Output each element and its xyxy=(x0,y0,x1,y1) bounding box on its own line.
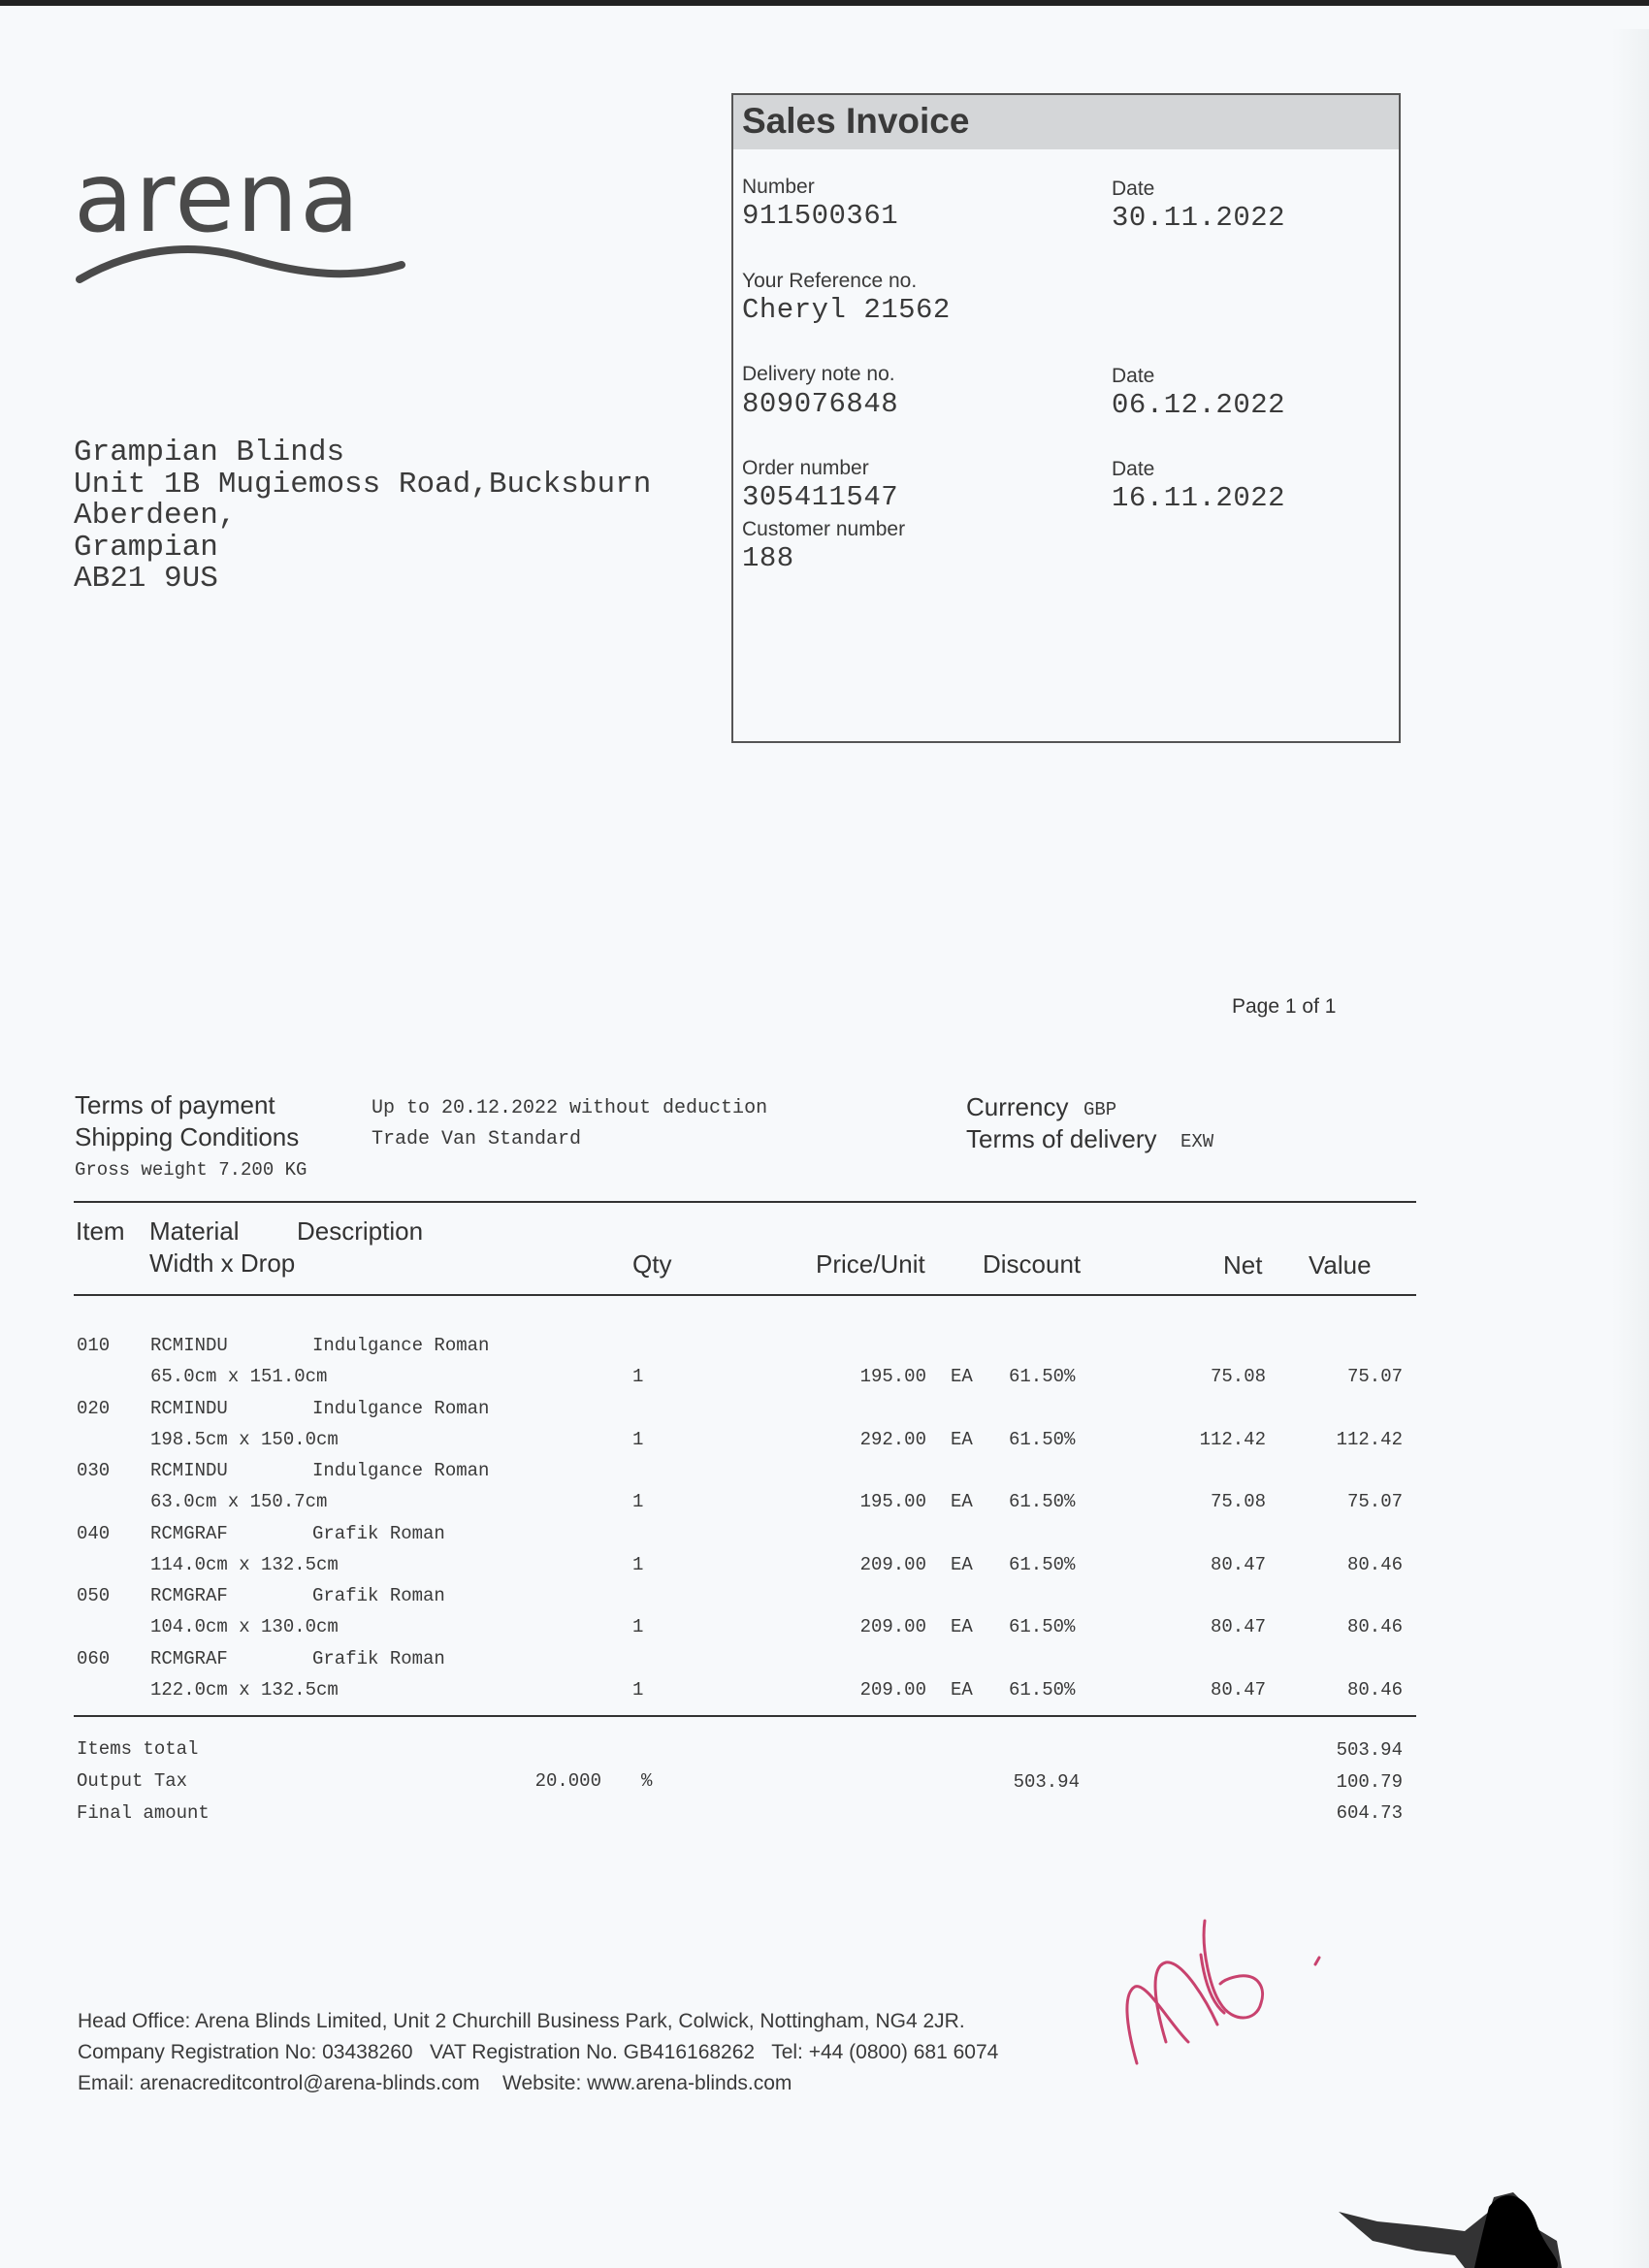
invoice-number: 911500361 xyxy=(742,200,899,232)
price-unit: 292.00 xyxy=(859,1428,926,1450)
table-top-rule xyxy=(74,1201,1416,1203)
value: 80.46 xyxy=(1346,1616,1403,1637)
header-net: Net xyxy=(1223,1250,1263,1280)
width-drop: 114.0cm x 132.5cm xyxy=(150,1553,339,1575)
unit: EA xyxy=(951,1366,973,1387)
invoice-title: Sales Invoice xyxy=(742,101,970,141)
net: 75.08 xyxy=(1210,1491,1266,1512)
order-date-label: Date xyxy=(1112,458,1155,480)
signature-stroke xyxy=(1127,1921,1319,2063)
address-line: Grampian xyxy=(74,530,218,565)
invoice-header-band xyxy=(733,95,1399,149)
delivery-note-label: Delivery note no. xyxy=(742,363,895,385)
output-tax-label: Output Tax xyxy=(77,1770,188,1792)
tax-rate: 20.000 xyxy=(534,1770,601,1792)
final-amount-label: Final amount xyxy=(77,1802,210,1824)
scan-top-edge xyxy=(0,0,1649,6)
footer-contact: Email: arenacreditcontrol@arena-blinds.com Website: www.arena-blinds.com xyxy=(78,2072,792,2094)
price-unit: 195.00 xyxy=(859,1366,926,1387)
net: 80.47 xyxy=(1210,1553,1266,1575)
value: 112.42 xyxy=(1336,1428,1403,1450)
description: Indulgance Roman xyxy=(312,1460,490,1481)
scan-right-edge xyxy=(1612,29,1649,2268)
header-discount: Discount xyxy=(983,1249,1082,1279)
material-code: RCMINDU xyxy=(150,1397,228,1419)
width-drop: 198.5cm x 150.0cm xyxy=(150,1428,339,1450)
item-number: 020 xyxy=(77,1397,111,1419)
header-material: Material xyxy=(149,1216,240,1246)
qty: 1 xyxy=(632,1428,644,1450)
discount: 61.50% xyxy=(1009,1428,1076,1450)
terms-of-delivery-label: Terms of delivery xyxy=(966,1124,1157,1153)
net: 112.42 xyxy=(1199,1428,1266,1450)
currency-label: Currency xyxy=(966,1092,1069,1121)
delivery-note-value: 809076848 xyxy=(742,388,899,420)
address-line: Aberdeen, xyxy=(74,499,237,533)
value: 80.46 xyxy=(1346,1678,1403,1701)
discount: 61.50% xyxy=(1009,1553,1076,1575)
final-amount-value: 604.73 xyxy=(1336,1802,1403,1824)
unit: EA xyxy=(951,1678,973,1701)
item-number: 060 xyxy=(77,1647,111,1669)
net: 80.47 xyxy=(1210,1678,1266,1701)
table-header-rule xyxy=(74,1294,1416,1296)
item-number: 040 xyxy=(77,1522,111,1544)
handwritten-signature xyxy=(1116,1896,1348,2071)
logo-wordmark: arena xyxy=(74,144,362,254)
address-line: Unit 1B Mugiemoss Road,Bucksburn xyxy=(74,467,652,502)
number-label: Number xyxy=(742,176,815,198)
net: 80.47 xyxy=(1210,1616,1266,1637)
width-drop: 122.0cm x 132.5cm xyxy=(150,1678,339,1701)
width-drop: 104.0cm x 130.0cm xyxy=(150,1616,339,1637)
arena-logo xyxy=(72,144,411,289)
page-indicator: Page 1 of 1 xyxy=(1232,995,1337,1018)
items-total-value: 503.94 xyxy=(1336,1739,1403,1761)
delivery-date-value: 06.12.2022 xyxy=(1112,389,1286,421)
order-number-value: 305411547 xyxy=(742,481,899,513)
material-code: RCMINDU xyxy=(150,1335,228,1356)
material-code: RCMGRAF xyxy=(150,1585,228,1606)
terms-of-payment-value: Up to 20.12.2022 without deduction xyxy=(372,1097,768,1119)
value: 80.46 xyxy=(1346,1553,1403,1575)
qty: 1 xyxy=(632,1616,644,1637)
gross-weight: Gross weight 7.200 KG xyxy=(75,1159,307,1181)
discount: 61.50% xyxy=(1009,1678,1076,1701)
description: Indulgance Roman xyxy=(312,1397,490,1419)
price-unit: 209.00 xyxy=(859,1616,926,1637)
tax-amount: 100.79 xyxy=(1336,1771,1403,1793)
material-code: RCMGRAF xyxy=(150,1647,228,1669)
table-bottom-rule xyxy=(74,1715,1416,1717)
unit: EA xyxy=(951,1428,973,1450)
tax-rate-unit: % xyxy=(641,1770,653,1792)
item-number: 050 xyxy=(77,1585,111,1606)
unit: EA xyxy=(951,1491,973,1512)
customer-number-label: Customer number xyxy=(742,518,906,540)
price-unit: 195.00 xyxy=(859,1491,926,1512)
value: 75.07 xyxy=(1346,1491,1403,1512)
shipping-conditions-value: Trade Van Standard xyxy=(372,1128,582,1150)
header-description: Description xyxy=(297,1216,424,1246)
width-drop: 65.0cm x 151.0cm xyxy=(150,1366,328,1387)
ink-stain xyxy=(1319,2173,1610,2268)
qty: 1 xyxy=(632,1678,644,1701)
discount: 61.50% xyxy=(1009,1616,1076,1637)
footer-head-office: Head Office: Arena Blinds Limited, Unit 2 Churchill Business Park, Colwick, Nottingham, NG4 2JR. xyxy=(78,2010,965,2032)
description: Indulgance Roman xyxy=(312,1335,490,1356)
net: 75.08 xyxy=(1210,1366,1266,1387)
tax-base: 503.94 xyxy=(1013,1771,1080,1793)
header-width-drop: Width x Drop xyxy=(149,1248,296,1278)
qty: 1 xyxy=(632,1366,644,1387)
discount: 61.50% xyxy=(1009,1491,1076,1512)
qty: 1 xyxy=(632,1553,644,1575)
invoice-details-box xyxy=(731,93,1401,743)
terms-of-payment-label: Terms of payment xyxy=(75,1090,275,1119)
unit: EA xyxy=(951,1553,973,1575)
unit: EA xyxy=(951,1616,973,1637)
customer-address xyxy=(74,437,651,596)
material-code: RCMINDU xyxy=(150,1460,228,1481)
width-drop: 63.0cm x 150.7cm xyxy=(150,1491,328,1512)
currency-value: GBP xyxy=(1083,1099,1117,1120)
address-line: Grampian Blinds xyxy=(74,436,345,470)
header-qty: Qty xyxy=(632,1249,672,1279)
shipping-conditions-label: Shipping Conditions xyxy=(75,1122,300,1151)
order-date-value: 16.11.2022 xyxy=(1112,482,1286,514)
reference-value: Cheryl 21562 xyxy=(742,294,951,326)
material-code: RCMGRAF xyxy=(150,1522,228,1544)
date-label: Date xyxy=(1112,178,1155,200)
item-number: 010 xyxy=(77,1335,111,1356)
customer-number-value: 188 xyxy=(742,542,794,574)
discount: 61.50% xyxy=(1009,1366,1076,1387)
header-price-unit: Price/Unit xyxy=(816,1249,925,1279)
items-total-label: Items total xyxy=(77,1738,199,1760)
invoice-date: 30.11.2022 xyxy=(1112,202,1286,234)
address-line: AB21 9US xyxy=(74,562,218,596)
order-number-label: Order number xyxy=(742,457,869,479)
header-value: Value xyxy=(1309,1250,1372,1280)
terms-of-delivery-value: EXW xyxy=(1180,1131,1214,1152)
qty: 1 xyxy=(632,1491,644,1512)
price-unit: 209.00 xyxy=(859,1553,926,1575)
delivery-date-label: Date xyxy=(1112,365,1155,387)
reference-label: Your Reference no. xyxy=(742,270,918,292)
description: Grafik Roman xyxy=(312,1522,445,1544)
header-item: Item xyxy=(76,1216,125,1246)
description: Grafik Roman xyxy=(312,1585,445,1606)
price-unit: 209.00 xyxy=(859,1678,926,1701)
item-number: 030 xyxy=(77,1460,111,1481)
footer-registration: Company Registration No: 03438260 VAT Registration No. GB416168262 Tel: +44 (0800) 681 6074 xyxy=(78,2041,999,2063)
value: 75.07 xyxy=(1346,1366,1403,1387)
description: Grafik Roman xyxy=(312,1647,445,1669)
